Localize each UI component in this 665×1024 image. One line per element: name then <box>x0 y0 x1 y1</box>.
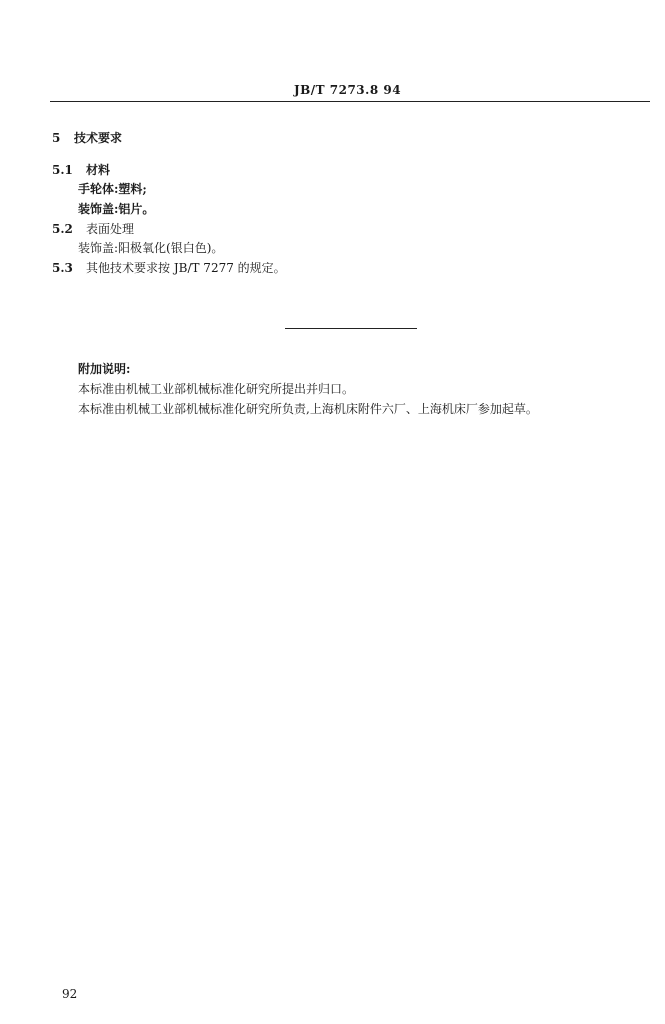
section-5-2-item: 装饰盖:阳极氧化(银白色)。 <box>78 241 224 255</box>
notes-title: 附加说明: <box>78 362 131 376</box>
section-5-2-heading <box>52 222 134 236</box>
section-5-1-title: 材料 <box>86 163 111 177</box>
section-5-2-title: 表面处理 <box>86 222 135 236</box>
section-5-1-item: 装饰盖:铝片。 <box>78 202 155 216</box>
section-5-number: 5 <box>52 131 61 145</box>
header-rule <box>50 101 650 102</box>
page-number: 92 <box>62 987 78 1001</box>
section-5-1-heading <box>52 163 110 177</box>
notes-line: 本标准由机械工业部机械标准化研究所负责,上海机床附件六厂、上海机床厂参加起草。 <box>78 402 538 416</box>
notes-line: 本标准由机械工业部机械标准化研究所提出并归口。 <box>78 382 355 396</box>
section-5-3-line <box>52 261 286 275</box>
section-5-1-item: 手轮体:塑料; <box>78 182 147 196</box>
section-5-2-number: 5.2 <box>52 222 73 236</box>
end-rule <box>285 328 417 329</box>
section-5-heading <box>52 131 122 145</box>
section-5-3-number: 5.3 <box>52 261 73 275</box>
section-5-title: 技术要求 <box>74 131 123 145</box>
section-5-3-text: 其他技术要求按 JB/T 7277 的规定。 <box>86 261 286 275</box>
section-5-1-number: 5.1 <box>52 163 73 177</box>
standard-code: JB/T 7273.8 94 <box>293 83 402 97</box>
